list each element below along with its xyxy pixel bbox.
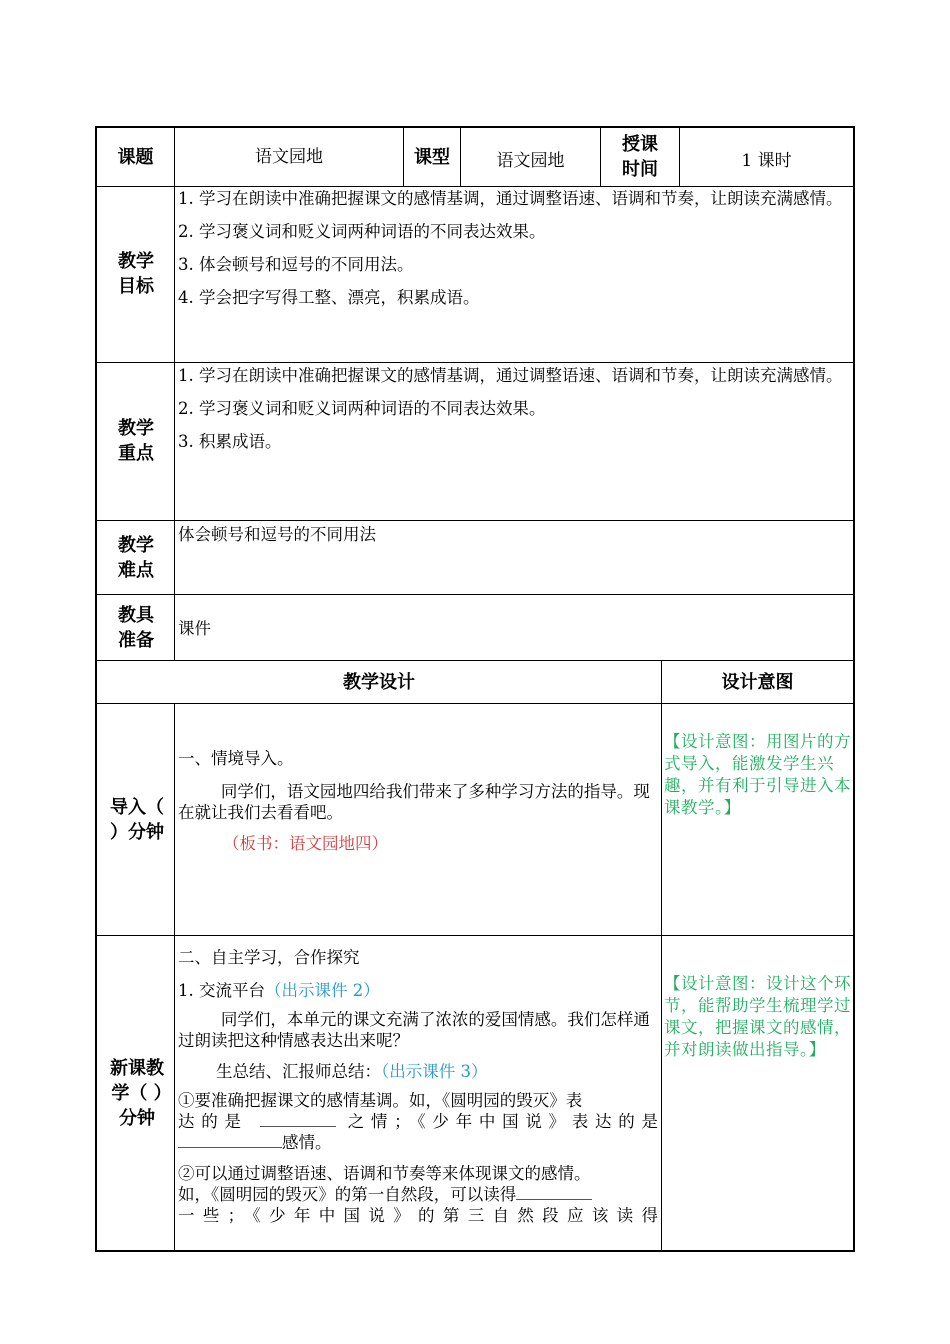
text-fragment: 之情；《少年中国说》表达的是 <box>347 1112 659 1131</box>
summary-line <box>178 1061 658 1082</box>
new-lesson-design-intent: 【设计意图：设计这个环节，能帮助学生梳理学过课文，把握课文的感情，并对朗读做出指导。】 <box>664 974 851 1059</box>
design-intent-heading: 设计意图 <box>721 671 794 693</box>
teaching-goals-content <box>175 188 853 308</box>
topic-label: 课题 <box>117 146 154 168</box>
row-divider <box>95 362 855 363</box>
row-divider <box>95 703 855 704</box>
table-border-bottom <box>95 1250 855 1252</box>
text-fragment: 达的是 <box>178 1112 248 1131</box>
row-divider <box>95 520 855 521</box>
key-points-label: 教学重点 <box>118 418 154 464</box>
materials-label: 教具准备 <box>118 604 154 651</box>
new-lesson-label: 新课教学（ ）分钟 <box>110 1058 164 1129</box>
key-point-item: 2. 学习褒义词和贬义词两种词语的不同表达效果。 <box>178 399 546 418</box>
lesson-type-label: 课型 <box>414 146 450 168</box>
point-two-line <box>178 1184 658 1205</box>
intro-paragraph: 同学们，语文园地四给我们带来了多种学习方法的指导。现在就让我们去看看吧。 <box>178 782 650 822</box>
goal-item: 3. 体会顿号和逗号的不同用法。 <box>178 255 414 274</box>
topic-value: 语文园地 <box>255 146 323 167</box>
intro-label: 导入（ ）分钟 <box>110 796 164 843</box>
goal-item: 2. 学习褒义词和贬义词两种词语的不同表达效果。 <box>178 222 546 241</box>
fill-blank[interactable] <box>260 1126 336 1127</box>
teaching-goals-label: 教学目标 <box>118 251 154 297</box>
col-divider <box>600 126 601 186</box>
step-title: 1. 交流平台 <box>178 981 265 1000</box>
row-divider <box>95 594 855 595</box>
intro-board-note: （板书：语文园地四） <box>223 834 388 853</box>
goal-item: 1. 学习在朗读中准确把握课文的感情基调，通过调整语速、语调和节奏，让朗读充满感情。 <box>178 189 843 208</box>
difficulty-label: 教学难点 <box>118 534 154 581</box>
summary-text: 生总结、汇报师总结： <box>216 1062 381 1081</box>
row-divider <box>95 935 855 936</box>
exchange-paragraph: 同学们，本单元的课文充满了浓浓的爱国情感。我们怎样通过朗读把这种情感表达出来呢？ <box>178 1010 650 1050</box>
point-two-line: ②可以通过调整语速、语调和节奏等来体现课文的感情。 <box>178 1164 591 1183</box>
class-time-value: 1 课时 <box>741 150 792 171</box>
teaching-design-heading: 教学设计 <box>343 671 415 693</box>
key-point-item: 1. 学习在朗读中准确把握课文的感情基调，通过调整语速、语调和节奏，让朗读充满感情。 <box>178 366 843 385</box>
key-point-item: 3. 积累成语。 <box>178 432 282 451</box>
intro-content <box>175 748 661 854</box>
lesson-type-value: 语文园地 <box>496 150 565 171</box>
fill-blank[interactable] <box>516 1199 592 1200</box>
goal-item: 4. 学会把字写得工整、漂亮，积累成语。 <box>178 288 480 307</box>
courseware-note: （出示课件 2） <box>265 981 380 1000</box>
exchange-platform-step <box>178 980 658 1001</box>
table-border-right <box>853 126 855 1252</box>
point-one-line: ①要准确把握课文的感情基调。如，《圆明园的毁灭》表 <box>178 1091 583 1110</box>
courseware-note: （出示课件 3） <box>381 1062 488 1081</box>
point-one-line <box>178 1111 658 1132</box>
text-fragment: 感情。 <box>282 1133 332 1152</box>
intro-heading: 一、情境导入。 <box>178 749 294 768</box>
point-two-line: 一些；《少年中国说》的第三自然段应该读得 <box>178 1206 658 1225</box>
class-time-label: 授课时间 <box>622 134 658 180</box>
key-points-content <box>175 365 853 452</box>
text-fragment: 如，《圆明园的毁灭》的第一自然段，可以读得 <box>178 1185 517 1204</box>
new-lesson-heading: 二、自主学习，合作探究 <box>178 948 360 967</box>
point-one-line <box>178 1132 658 1153</box>
materials-text: 课件 <box>178 619 211 638</box>
difficulty-text: 体会顿号和逗号的不同用法 <box>178 525 376 544</box>
new-lesson-content <box>175 947 661 1226</box>
intro-design-intent: 【设计意图：用图片的方式导入，能激发学生兴趣，并有利于引导进入本课教学。】 <box>664 732 851 817</box>
fill-blank[interactable] <box>178 1147 282 1148</box>
